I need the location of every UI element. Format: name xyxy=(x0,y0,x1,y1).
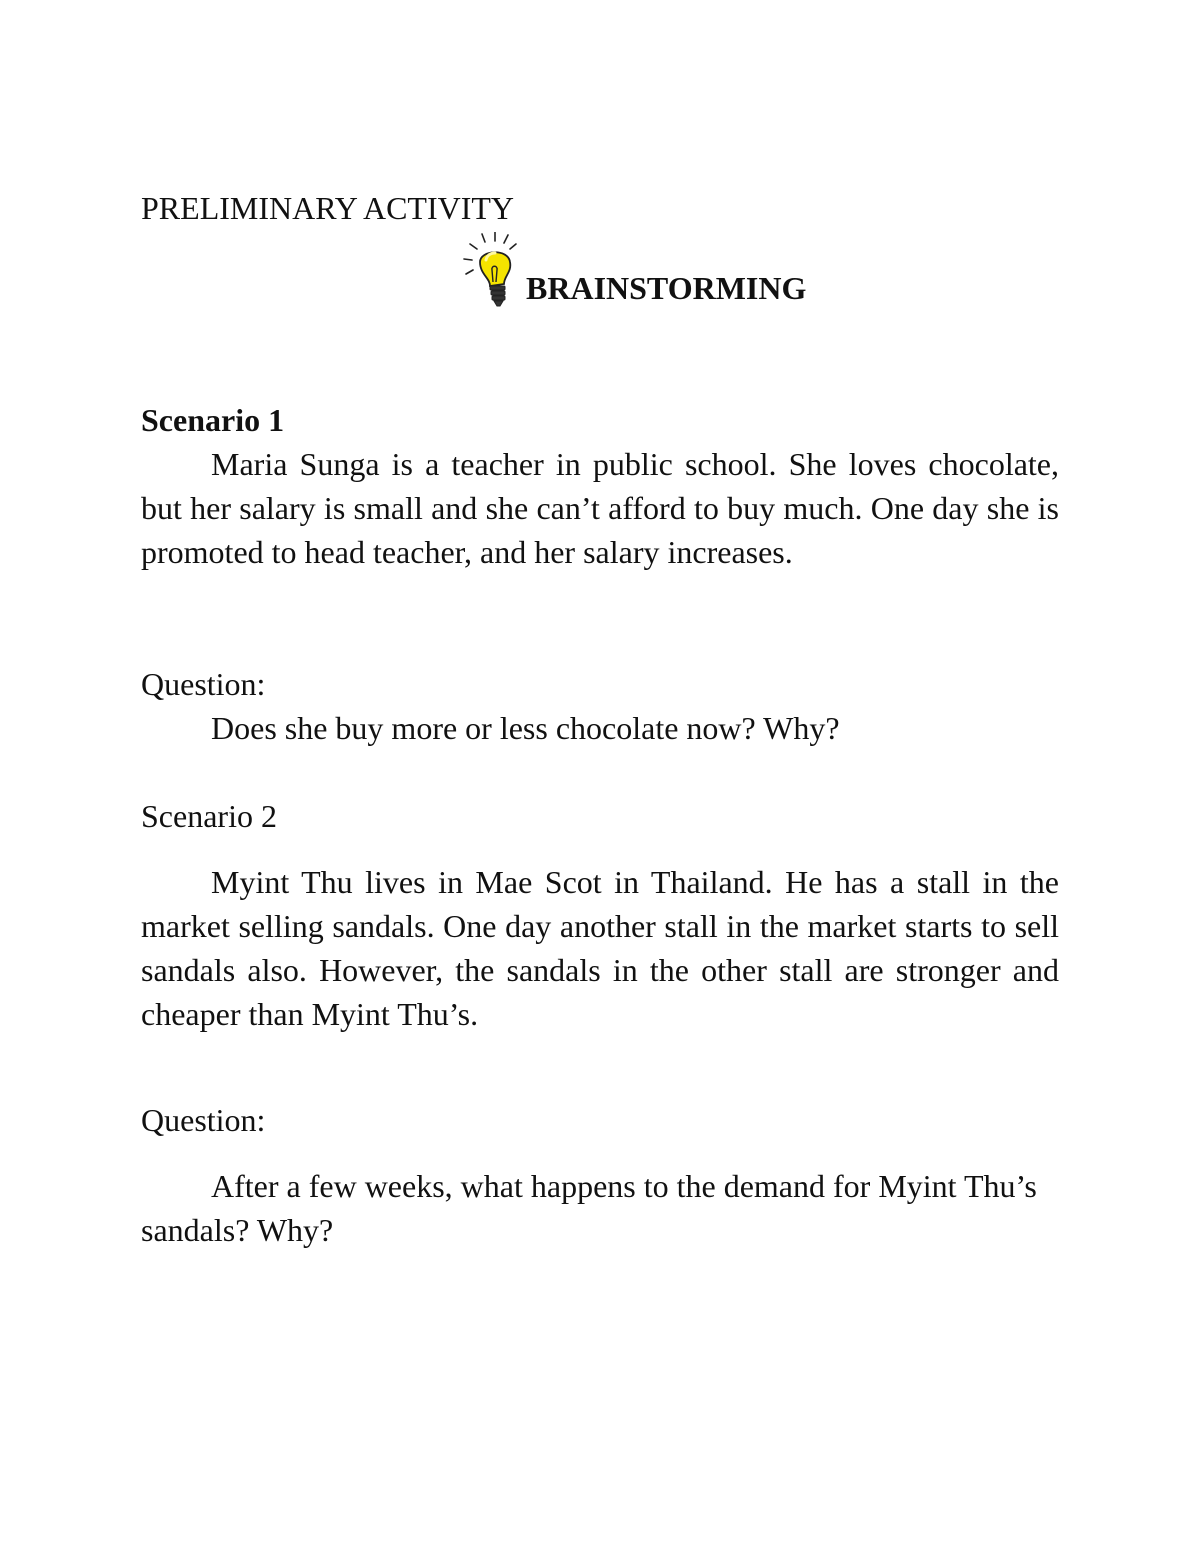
scenario-1-body: Maria Sunga is a teacher in public school. She loves chocolate, but her salary is small and she can’t afford to buy much. One day she is promoted to head teacher, and her salary increases. xyxy=(141,446,1059,570)
scenario-2-title: Scenario 2 xyxy=(141,798,277,834)
scenario-1-title: Scenario 1 xyxy=(141,402,285,438)
scenario-2-question: After a few weeks, what happens to the demand for Myint Thu’s sandals? Why? xyxy=(141,1168,1037,1248)
scenario-1-question: Does she buy more or less chocolate now? Why? xyxy=(211,710,840,746)
lightbulb-icon xyxy=(460,232,524,312)
scenario-2-body: Myint Thu lives in Mae Scot in Thailand. He has a stall in the market selling sandals. One day another stall in the market starts to sell sandals also. However, the sandals in the other stall are stronger and cheaper than Myint Thu’s. xyxy=(141,864,1059,1032)
brainstorm-label: BRAINSTORMING xyxy=(526,270,807,306)
brainstorm-header xyxy=(460,232,806,312)
scenario-1-question-label: Question: xyxy=(141,666,266,702)
scenario-2-question-label: Question: xyxy=(141,1102,266,1138)
page-heading: PRELIMINARY ACTIVITY xyxy=(141,190,515,226)
